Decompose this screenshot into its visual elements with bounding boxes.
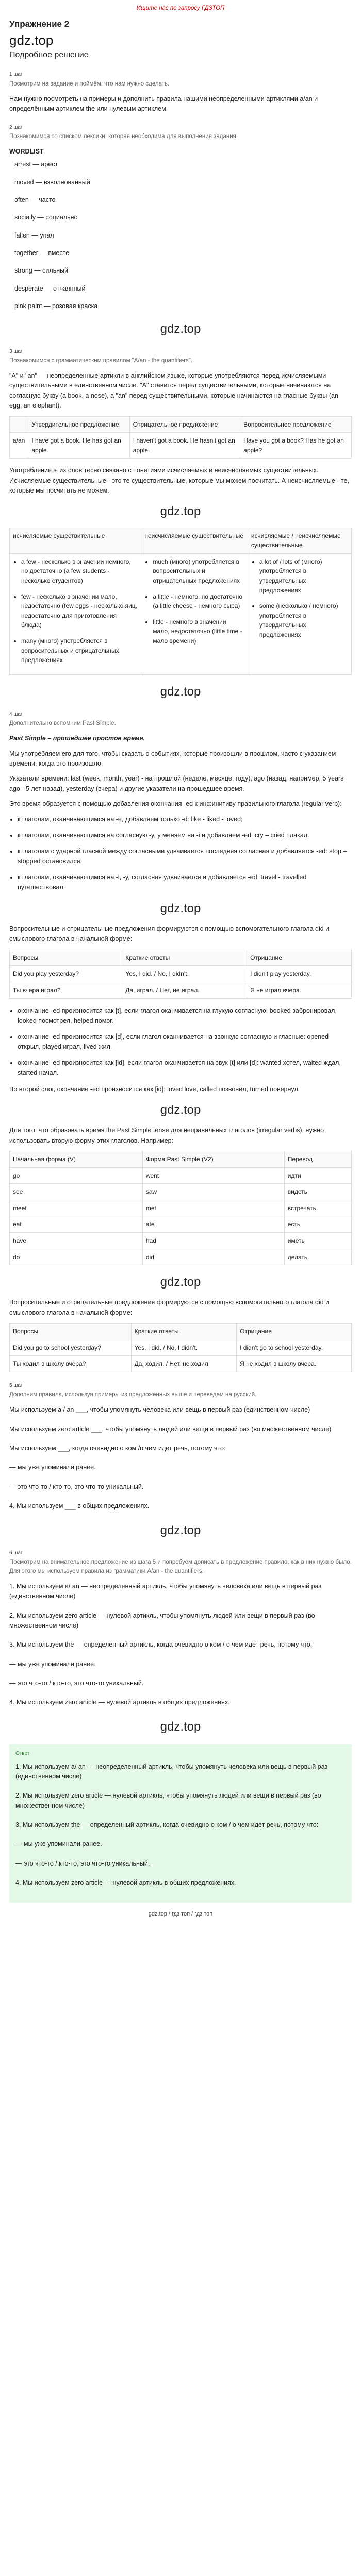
list-item: 3. Мы используем the — определенный артикль, когда очевидно о ком / о чем идет речь, потому что:: [15, 1821, 319, 1829]
table-cell: [141, 553, 248, 674]
table-row: [10, 1340, 352, 1356]
irregular-text: Для того, что образовать время the Past Simple tense для неправильных глаголов (irregular verbs), нужно использовать вторую форму этих глаголов. Например:: [9, 1127, 324, 1144]
watermark: gdz.top: [160, 1523, 201, 1537]
table-cell: I haven't got a book. He hasn't got an apple.: [129, 433, 240, 459]
list-item: • many (много) употребляется в вопросительных и отрицательных предложениях: [21, 636, 138, 665]
step-6-note: Посмотрим на внимательное предложение из шага 5 и попробуем дописать в предложение правило, как в них нужно было. Для этого мы используем правила из грамматики A/an - the quantifiers.: [9, 1559, 352, 1575]
list-item: • few - несколько в значении мало, недостаточно (few eggs - несколько яиц, недостаточно для приготовления блюда): [21, 592, 138, 630]
watermark: gdz.top: [160, 901, 201, 916]
table-cell: Did you go to school yesterday?: [10, 1340, 132, 1356]
table-row: [10, 982, 352, 998]
table-header: Вопросы: [10, 1324, 132, 1340]
word-item: pink paint — розовая краска: [14, 302, 98, 310]
step-6-tag: 6 шаг: [9, 1550, 23, 1556]
answer-box: [9, 1744, 352, 1903]
questions-text: Вопросительные и отрицательные предложения формируются с помощью вспомогательного глагола did и смыслового глагола в начальной форме:: [9, 925, 330, 943]
table-row: [10, 1216, 352, 1233]
step-1-tag: 1 шаг: [9, 72, 23, 78]
table-row: [10, 1167, 352, 1184]
list-item: — мы уже упоминали ранее.: [9, 1660, 96, 1668]
list-item: 4. Мы используем zero article — нулевой артикль в общих предложениях.: [15, 1879, 236, 1887]
list-item: • к глаголам, оканчивающимся на -l, -y, согласная удваивается и добавляется -ed: travel - travelled путешествовал.: [18, 873, 352, 893]
answer-list: [15, 1762, 346, 1888]
table-row: [10, 1356, 352, 1372]
watermark: gdz.top: [160, 321, 201, 336]
questions-table: [9, 950, 352, 999]
list-item: — это что-то / кто-то, это что-то уникальный.: [9, 1680, 144, 1687]
table-cell: have: [10, 1233, 143, 1249]
watermark: gdz.top: [160, 1275, 201, 1290]
table-header: Отрицание: [237, 1324, 352, 1340]
step-5-note: Дополним правила, используя примеры из предложенных выше и переведем на русский.: [9, 1392, 257, 1398]
table-cell: did: [142, 1249, 284, 1265]
table-header: Вопросительное предложение: [240, 416, 352, 433]
table-cell: eat: [10, 1216, 143, 1233]
table-header: Форма Past Simple (V2): [142, 1151, 284, 1168]
watermark: gdz.top: [160, 684, 201, 699]
list-item: • окончание -ed произносится как [t], если глагол оканчивается на глухую согласную: booked забронировал, looked посмотрел, helped помог.: [18, 1006, 352, 1026]
table-header: Краткие ответы: [131, 1324, 237, 1340]
brand-logo: gdz.top: [9, 32, 54, 48]
step-4-note: Дополнительно вспомним Past Simple.: [9, 720, 116, 727]
table-cell: Да, ходил. / Нет, не ходил.: [131, 1356, 237, 1372]
step-6-list: [9, 1582, 352, 1708]
table-cell: Ты вчера играл?: [10, 982, 122, 998]
word-item: fallen — упал: [14, 231, 54, 239]
spelling-rules: [9, 815, 352, 893]
watermark: gdz.top: [160, 504, 201, 519]
exercise-title: Упражнение 2: [9, 19, 70, 29]
word-item: strong — сильный: [14, 267, 69, 275]
list-item: • окончание -ed произносится как [d], если глагол оканчивается на звонкую согласную и гласные: opened открыл, played играл, lived жил.: [18, 1032, 352, 1052]
step-5-list: [9, 1405, 352, 1511]
list-item: • much (много) употребляется в вопросительных и отрицательных предложениях: [153, 557, 244, 586]
step-3-note: Познакомимся с грамматическим правилом "A/an - the quantifiers".: [9, 358, 193, 364]
table-header: Утвердительное предложение: [28, 416, 129, 433]
list-item: • some (несколько / немного) употребляется в утвердительных предложениях: [259, 601, 348, 639]
step-4-text: Мы употребляем его для того, чтобы сказать о событиях, которые произошли в прошлом, часто с указанием времени, когда это произошло.: [9, 750, 336, 768]
list-item: 3. Мы используем the — определенный артикль, когда очевидно о ком / о чем идет речь, потому что:: [9, 1641, 313, 1649]
quantifiers-table: [9, 528, 352, 675]
list-item: — это что-то / кто-то, это что-то уникальный.: [15, 1859, 150, 1867]
table-header: исчисляемые существительные: [10, 528, 141, 553]
step-1-note: Посмотрим на задание и поймём, что нам нужно сделать.: [9, 80, 170, 87]
list-item: Мы используем zero article ___, чтобы упомянуть людей или вещи в первый раз (во множественном числе): [9, 1425, 332, 1433]
articles-table: [9, 416, 352, 459]
pronunciation-rules: [9, 1006, 352, 1078]
table-header: Перевод: [284, 1151, 351, 1168]
wordlist: [9, 160, 352, 311]
word-item: desperate — отчаянный: [14, 284, 86, 292]
table-header: Отрицание: [247, 950, 352, 966]
list-item: • окончание -ed произносится как [id], если глагол оканчивается на звук [t] или [d]: wanted хотел, waited ждал, started начал.: [18, 1058, 352, 1078]
table-cell: Я не ходил в школу вчера.: [237, 1356, 352, 1372]
table-header: Начальная форма (V): [10, 1151, 143, 1168]
table-cell: Да, играл. / Нет, не играл.: [122, 982, 247, 998]
step-3-tag: 3 шаг: [9, 348, 23, 354]
watermark: gdz.top: [160, 1719, 201, 1734]
list-item: — это что-то / кто-то, это что-то уникальный.: [9, 1483, 144, 1490]
word-item: arrest — арест: [14, 161, 58, 168]
table-cell: do: [10, 1249, 143, 1265]
word-item: often — часто: [14, 196, 56, 204]
table-cell: делать: [284, 1249, 351, 1265]
table-cell: saw: [142, 1184, 284, 1200]
list-item: 4. Мы используем ___ в общих предложениях.: [9, 1502, 150, 1510]
table-cell: go: [10, 1167, 143, 1184]
table-cell: [10, 553, 141, 674]
time-markers-text: Указатели времени: last (week, month, year) - на прошлой (неделе, месяце, году), ago (назад, например, 5 years ago - 5 лет назад), yesterday (вчера) и другие указатели на прошедшее время.: [9, 775, 344, 792]
table-cell: had: [142, 1233, 284, 1249]
word-item: moved — взволнованный: [14, 178, 90, 186]
list-item: Мы используем ___, когда очевидно о ком /о чем идет речь, потому что:: [9, 1445, 226, 1452]
table-cell: Yes, I did. / No, I didn't.: [122, 966, 247, 982]
watermark: gdz.top: [160, 1103, 201, 1117]
table-row: [10, 1184, 352, 1200]
list-item: 4. Мы используем zero article — нулевой артикль в общих предложениях.: [9, 1699, 230, 1706]
table-cell: meet: [10, 1200, 143, 1216]
list-item: • к глаголам, оканчивающимся на -e, добавляем только -d: like - liked - loved;: [18, 815, 352, 824]
list-item: 1. Мы используем a/ an — неопределенный артикль, чтобы упомянуть человека или вещь в первый раз (единственном числе): [9, 1582, 322, 1600]
table-cell: видеть: [284, 1184, 351, 1200]
irregular-verbs-table: [9, 1151, 352, 1265]
list-item: — мы уже упоминали ранее.: [15, 1840, 102, 1848]
word-item: together — вместе: [14, 249, 70, 257]
list-item: — мы уже упоминали ранее.: [9, 1464, 96, 1471]
table-header: Отрицательное предложение: [129, 416, 240, 433]
formation-text: Это время образуется с помощью добавления окончания -ed к инфинитиву правильного глагола (regular verb):: [9, 800, 342, 808]
top-link[interactable]: Ищите нас по запросу ГДЗТОП: [136, 5, 225, 11]
questions-table-2: [9, 1323, 352, 1372]
pronunciation-note: Во второй слог, окончание -ed произносится как [id]: loved love, called позвонил, turned повернул.: [9, 1085, 300, 1093]
table-cell: I have got a book. He has got an apple.: [28, 433, 129, 459]
list-item: 2. Мы используем zero article — нулевой артикль, чтобы упомянуть людей или вещи в первый раз (во множественном числе): [15, 1792, 321, 1809]
table-cell: see: [10, 1184, 143, 1200]
table-cell: went: [142, 1167, 284, 1184]
list-item: • a few - несколько в значении немного, но достаточно (a few students - несколько студентов): [21, 557, 138, 586]
step-2-note: Познакомимся со списком лексики, которая необходима для выполнения задания.: [9, 133, 238, 140]
table-cell: I didn't play yesterday.: [247, 966, 352, 982]
table-header: Вопросы: [10, 950, 122, 966]
table-cell: [248, 553, 351, 674]
list-item: Мы используем a / an ___, чтобы упомянуть человека или вещь в первый раз (единственном числе): [9, 1406, 310, 1414]
list-item: 1. Мы используем a/ an — неопределенный артикль, чтобы упомянуть человека или вещь в первый раз (единственном числе): [15, 1762, 328, 1780]
table-row: [10, 1233, 352, 1249]
table-cell: met: [142, 1200, 284, 1216]
step-4-tag: 4 шаг: [9, 711, 23, 717]
table-cell: Yes, I did. / No, I didn't.: [131, 1340, 237, 1356]
table-row: [10, 1200, 352, 1216]
table-cell: Did you play yesterday?: [10, 966, 122, 982]
step-5-tag: 5 шаг: [9, 1382, 23, 1388]
table-cell: Ты ходил в школу вчера?: [10, 1356, 132, 1372]
list-item: • a lot of / lots of (много) употребляется в утвердительных предложениях: [259, 557, 348, 595]
table-cell: встречать: [284, 1200, 351, 1216]
table-header: неисчисляемые существительные: [141, 528, 248, 553]
table-cell: Я не играл вчера.: [247, 982, 352, 998]
page-subtitle: Подробное решение: [9, 50, 89, 59]
list-item: 2. Мы используем zero article — нулевой артикль, чтобы упомянуть людей или вещи в первый раз (во множественном числе): [9, 1612, 315, 1629]
table-cell: есть: [284, 1216, 351, 1233]
step-2-tag: 2 шаг: [9, 124, 23, 130]
table-cell: иметь: [284, 1233, 351, 1249]
table-header: исчисляемые / неисчисляемые существительные: [248, 528, 351, 553]
word-item: socially — социально: [14, 214, 78, 222]
table-row: [10, 1249, 352, 1265]
table-row: [10, 553, 352, 674]
answer-label: Ответ: [15, 1751, 30, 1757]
wordlist-heading: WORDLIST: [9, 147, 44, 155]
table-cell: Have you got a book? Has he got an apple?: [240, 433, 352, 459]
past-simple-title: Past Simple – прошедшее простое время.: [9, 735, 145, 742]
footer: gdz.top / гдз.топ / гдз топ: [148, 1910, 213, 1917]
table-header: Краткие ответы: [122, 950, 247, 966]
step-3-rule: "A" и "an" — неопределенные артикли в английском языке, которые употребляются перед исчисляемыми существительными в единственном числе. "A" ставится перед существительными, которые начинаются на согласную букву (a book, a nose), а "an" перед существительными, которые начинаются на гласные буквы (an egg, an elephant).: [9, 372, 338, 410]
step-3-countable-text: Употребление этих слов тесно связано с понятиями исчисляемых и неисчисляемых существительных. Исчисляемые существительные - это те существительные, которые мы можем посчитать. А неисчисляемые - те, которые мы посчитать не можем.: [9, 467, 349, 495]
list-item: • к глаголам с ударной гласной между согласными удваивается последняя согласная и добавляется -ed: stop – stopped остановился.: [18, 846, 352, 867]
step-1-text: Нам нужно посмотреть на примеры и дополнить правила нашими неопределенными артиклями a/an и определённым артиклем the или нулевым артиклем.: [9, 95, 318, 113]
table-row: [10, 433, 352, 459]
table-header: [10, 416, 28, 433]
table-cell: ate: [142, 1216, 284, 1233]
list-item: • к глаголам, оканчивающимся на согласную -y, у меняем на -i и добавляем -ed: cry – cried плакал.: [18, 831, 352, 840]
table-row: [10, 966, 352, 982]
list-item: • little - немного в значении мало, недостаточно (little time - мало времени): [153, 617, 244, 646]
table-cell: идти: [284, 1167, 351, 1184]
list-item: • a little - немного, но достаточно (a little cheese - немного сыра): [153, 592, 244, 611]
table-cell: a/an: [10, 433, 28, 459]
questions-text-2: Вопросительные и отрицательные предложения формируются с помощью вспомогательного глагола did и смыслового глагола в начальной форме:: [9, 1299, 330, 1316]
table-cell: I didn't go to school yesterday.: [237, 1340, 352, 1356]
